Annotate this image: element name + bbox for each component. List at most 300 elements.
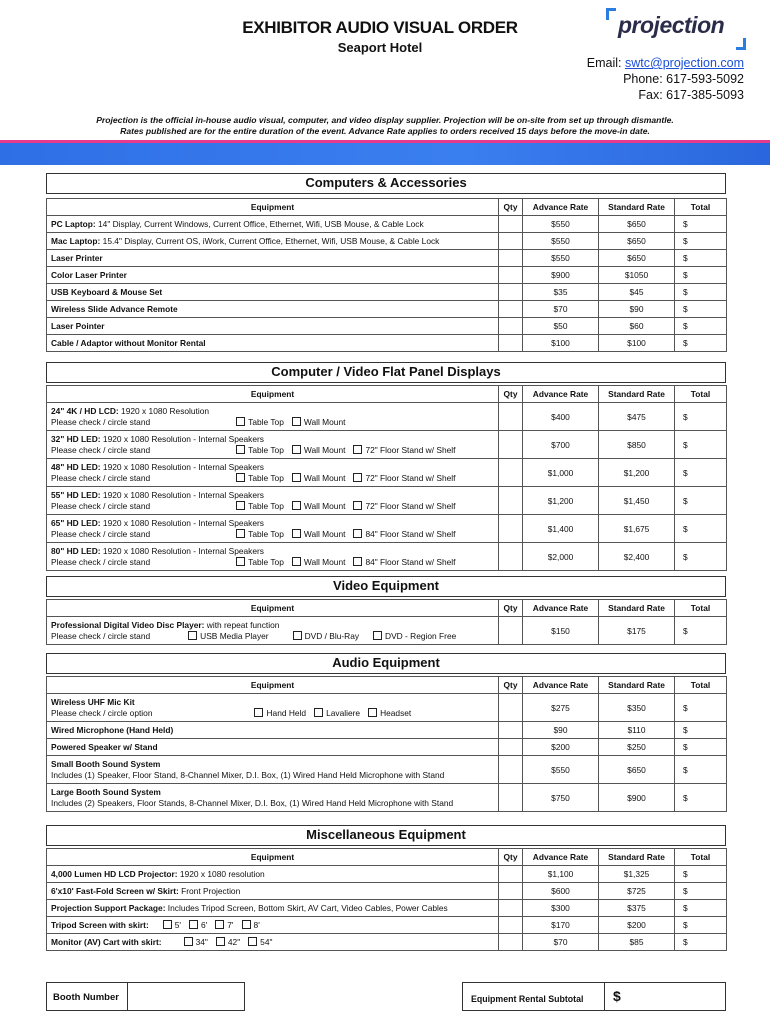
standard-rate: $375 <box>599 900 675 917</box>
equipment-cell <box>47 722 499 739</box>
standard-rate: $850 <box>599 431 675 459</box>
advance-rate: $150 <box>523 617 599 645</box>
equipment-cell <box>47 335 499 352</box>
qty-input[interactable] <box>499 917 523 934</box>
col-advance-rate: Advance Rate <box>523 600 599 617</box>
table-header-row <box>47 199 727 216</box>
col-total: Total <box>675 677 727 694</box>
page-title: EXHIBITOR AUDIO VISUAL ORDER <box>242 18 518 37</box>
option-label: DVD / Blu-Ray <box>304 630 360 641</box>
equipment-cell <box>47 694 499 722</box>
table-row <box>47 284 727 301</box>
checkbox-table-top[interactable] <box>236 529 245 538</box>
option-label: 54" <box>260 937 273 947</box>
equipment-cell <box>47 301 499 318</box>
checkbox-table-top[interactable] <box>236 501 245 510</box>
standard-rate: $1,325 <box>599 866 675 883</box>
total-cell[interactable]: $ <box>675 459 727 487</box>
total-cell[interactable]: $ <box>675 784 727 812</box>
item-desc: Includes Tripod Screen, Bottom Skirt, AV Cart, Video Cables, Power Cables <box>165 903 448 913</box>
option-label: 6' <box>201 920 208 930</box>
table-row <box>47 739 727 756</box>
check-note: Please check / circle stand <box>51 556 151 567</box>
table-row <box>47 301 727 318</box>
advance-rate: $750 <box>523 784 599 812</box>
checkbox-floor-stand[interactable] <box>353 473 362 482</box>
section-title-audio: Audio Equipment <box>46 653 726 674</box>
check-note: Please check / circle stand <box>51 630 151 641</box>
total-cell[interactable]: $ <box>675 900 727 917</box>
option-label: USB Media Player <box>200 630 269 641</box>
item-name: Professional Digital Video Disc Player: <box>51 619 205 630</box>
qty-input[interactable] <box>499 784 523 812</box>
table-row <box>47 250 727 267</box>
option-label: Lavaliere <box>326 707 361 718</box>
check-note: Please check / circle stand <box>51 444 151 455</box>
item-name: Monitor (AV) Cart with skirt: <box>51 937 162 947</box>
checkbox-table-top[interactable] <box>236 445 245 454</box>
option-label: Wall Mount <box>303 500 346 511</box>
standard-rate: $725 <box>599 883 675 900</box>
qty-input[interactable] <box>499 934 523 951</box>
standard-rate: $475 <box>599 403 675 431</box>
advance-rate: $1,200 <box>523 487 599 515</box>
equipment-cell <box>47 739 499 756</box>
item-name: Mac Laptop: <box>51 236 101 246</box>
option-label: 84" Floor Stand w/ Shelf <box>365 556 456 567</box>
logo-text: projection <box>618 12 725 38</box>
checkbox-dvd-region-free[interactable] <box>373 631 382 640</box>
item-name: 32" HD LED: <box>51 433 101 444</box>
item-name: 48" HD LED: <box>51 461 101 472</box>
standard-rate: $1,675 <box>599 515 675 543</box>
option-label: 72" Floor Stand w/ Shelf <box>365 472 456 483</box>
equipment-cell <box>47 756 499 784</box>
advance-rate: $200 <box>523 739 599 756</box>
advance-rate: $600 <box>523 883 599 900</box>
advance-rate: $50 <box>523 318 599 335</box>
equipment-cell <box>47 233 499 250</box>
equipment-cell <box>47 917 499 934</box>
equipment-cell <box>47 515 499 543</box>
col-advance-rate: Advance Rate <box>523 849 599 866</box>
item-name: Wireless Slide Advance Remote <box>51 304 178 314</box>
advance-rate: $550 <box>523 233 599 250</box>
table-row <box>47 318 727 335</box>
col-equipment: Equipment <box>47 849 499 866</box>
total-cell[interactable]: $ <box>675 403 727 431</box>
section-title-computers: Computers & Accessories <box>46 173 726 194</box>
table-row <box>47 403 727 431</box>
col-total: Total <box>675 600 727 617</box>
equipment-cell <box>47 284 499 301</box>
qty-input[interactable] <box>499 250 523 267</box>
option-label: Table Top <box>248 444 284 455</box>
equipment-cell <box>47 250 499 267</box>
option-label: Wall Mount <box>303 444 346 455</box>
advance-rate: $70 <box>523 301 599 318</box>
item-name: Laser Printer <box>51 253 103 263</box>
item-desc: Includes (2) Speakers, Floor Stands, 8-Channel Mixer, D.I. Box, (1) Wired Hand Held Microphone with Stand <box>51 797 454 808</box>
standard-rate: $650 <box>599 250 675 267</box>
standard-rate: $1050 <box>599 267 675 284</box>
checkbox-floor-stand[interactable] <box>353 529 362 538</box>
advance-rate: $35 <box>523 284 599 301</box>
option-label: Wall Mount <box>303 416 346 427</box>
advance-rate: $900 <box>523 267 599 284</box>
item-name: Tripod Screen with skirt: <box>51 920 149 930</box>
checkbox-wall-mount[interactable] <box>292 557 301 566</box>
option-label: 5' <box>174 920 181 930</box>
item-name: Large Booth Sound System <box>51 786 161 797</box>
qty-input[interactable] <box>499 617 523 645</box>
total-cell[interactable]: $ <box>675 267 727 284</box>
checkbox-tripod-7[interactable] <box>215 920 224 929</box>
intro-line: Projection is the official in-house audio visual, computer, and video display supplier. Projection will be on-site from set up through dismantle. <box>96 115 674 125</box>
projection-logo <box>606 8 746 50</box>
col-equipment: Equipment <box>47 199 499 216</box>
qty-input[interactable] <box>499 267 523 284</box>
advance-rate: $1,100 <box>523 866 599 883</box>
audio-table <box>46 676 727 812</box>
equipment-cell <box>47 403 499 431</box>
total-cell[interactable]: $ <box>675 883 727 900</box>
item-desc: 15.4" Display, Current OS, iWork, Current Office, Ethernet, Wifi, USB Mouse, & Cable Lock <box>100 236 440 246</box>
total-cell[interactable]: $ <box>675 617 727 645</box>
col-qty: Qty <box>499 849 523 866</box>
qty-input[interactable] <box>499 233 523 250</box>
standard-rate: $250 <box>599 739 675 756</box>
advance-rate: $90 <box>523 722 599 739</box>
equipment-cell <box>47 934 499 951</box>
table-row <box>47 267 727 284</box>
table-header-row <box>47 677 727 694</box>
video-table <box>46 599 727 645</box>
table-row <box>47 459 727 487</box>
checkbox-usb-media-player[interactable] <box>188 631 197 640</box>
advance-rate: $1,400 <box>523 515 599 543</box>
item-desc: 1920 x 1080 Resolution <box>118 405 210 416</box>
standard-rate: $110 <box>599 722 675 739</box>
item-name: Cable / Adaptor without Monitor Rental <box>51 338 206 348</box>
checkbox-lavaliere[interactable] <box>314 708 323 717</box>
header <box>0 0 770 140</box>
qty-input[interactable] <box>499 301 523 318</box>
section-title-displays: Computer / Video Flat Panel Displays <box>46 362 726 383</box>
table-row <box>47 694 727 722</box>
total-cell[interactable]: $ <box>675 756 727 784</box>
check-note: Please check / circle stand <box>51 500 151 511</box>
total-cell[interactable]: $ <box>675 487 727 515</box>
qty-input[interactable] <box>499 722 523 739</box>
standard-rate: $90 <box>599 301 675 318</box>
checkbox-tripod-6[interactable] <box>189 920 198 929</box>
item-name: PC Laptop: <box>51 219 96 229</box>
qty-input[interactable] <box>499 284 523 301</box>
qty-input[interactable] <box>499 900 523 917</box>
equipment-cell <box>47 459 499 487</box>
table-row <box>47 883 727 900</box>
booth-number-field[interactable] <box>127 982 245 1011</box>
total-cell[interactable]: $ <box>675 431 727 459</box>
qty-input[interactable] <box>499 459 523 487</box>
check-note: Please check / circle option <box>51 707 153 718</box>
item-name: Projection Support Package: <box>51 903 166 913</box>
item-desc: with repeat function <box>204 619 280 630</box>
standard-rate: $900 <box>599 784 675 812</box>
equipment-cell <box>47 431 499 459</box>
option-label: Table Top <box>248 528 284 539</box>
checkbox-wall-mount[interactable] <box>292 501 301 510</box>
total-cell[interactable]: $ <box>675 515 727 543</box>
item-name: 24" 4K / HD LCD: <box>51 405 119 416</box>
checkbox-wall-mount[interactable] <box>292 445 301 454</box>
table-header-row <box>47 600 727 617</box>
subtotal-label-box <box>462 982 605 1011</box>
item-name: Powered Speaker w/ Stand <box>51 742 158 752</box>
displays-table <box>46 385 727 571</box>
option-label: DVD - Region Free <box>385 630 457 641</box>
equipment-cell <box>47 617 499 645</box>
section-title-misc: Miscellaneous Equipment <box>46 825 726 846</box>
col-advance-rate: Advance Rate <box>523 386 599 403</box>
table-row <box>47 487 727 515</box>
item-name: Color Laser Printer <box>51 270 127 280</box>
item-name: Laser Pointer <box>51 321 105 331</box>
item-desc: 1920 x 1080 Resolution - Internal Speakers <box>100 489 264 500</box>
col-qty: Qty <box>499 199 523 216</box>
item-desc: 1920 x 1080 Resolution - Internal Speakers <box>100 433 264 444</box>
item-name: 4,000 Lumen HD LCD Projector: <box>51 869 178 879</box>
qty-input[interactable] <box>499 403 523 431</box>
total-cell[interactable]: $ <box>675 934 727 951</box>
checkbox-floor-stand[interactable] <box>353 445 362 454</box>
total-cell[interactable]: $ <box>675 216 727 233</box>
col-total: Total <box>675 199 727 216</box>
col-total: Total <box>675 386 727 403</box>
option-label: 72" Floor Stand w/ Shelf <box>365 500 456 511</box>
item-desc: 1920 x 1080 Resolution - Internal Speakers <box>100 545 264 556</box>
total-cell[interactable]: $ <box>675 866 727 883</box>
col-qty: Qty <box>499 386 523 403</box>
standard-rate: $85 <box>599 934 675 951</box>
fax-number: Fax: 617-385-5093 <box>638 88 744 102</box>
col-standard-rate: Standard Rate <box>599 600 675 617</box>
equipment-cell <box>47 883 499 900</box>
total-cell[interactable]: $ <box>675 301 727 318</box>
col-qty: Qty <box>499 677 523 694</box>
table-row <box>47 515 727 543</box>
option-label: Wall Mount <box>303 472 346 483</box>
item-name: Small Booth Sound System <box>51 758 161 769</box>
standard-rate: $650 <box>599 756 675 784</box>
qty-input[interactable] <box>499 515 523 543</box>
table-row <box>47 216 727 233</box>
advance-rate: $170 <box>523 917 599 934</box>
computers-table <box>46 198 727 352</box>
standard-rate: $1,450 <box>599 487 675 515</box>
booth-number-label: Booth Number <box>53 992 119 1003</box>
table-row <box>47 917 727 934</box>
option-label: 34" <box>195 937 208 947</box>
item-name: 80" HD LED: <box>51 545 101 556</box>
header-band <box>0 143 770 165</box>
col-standard-rate: Standard Rate <box>599 386 675 403</box>
item-name: 65" HD LED: <box>51 517 101 528</box>
table-row <box>47 784 727 812</box>
standard-rate: $1,200 <box>599 459 675 487</box>
table-row <box>47 335 727 352</box>
col-equipment: Equipment <box>47 677 499 694</box>
qty-input[interactable] <box>499 543 523 571</box>
table-row <box>47 900 727 917</box>
col-advance-rate: Advance Rate <box>523 199 599 216</box>
subtotal-currency: $ <box>613 988 621 1004</box>
option-label: Table Top <box>248 416 284 427</box>
option-label: 72" Floor Stand w/ Shelf <box>365 444 456 455</box>
advance-rate: $100 <box>523 335 599 352</box>
table-row <box>47 866 727 883</box>
booth-number-label-box <box>46 982 128 1011</box>
email-label: Email: <box>586 56 622 70</box>
checkbox-table-top[interactable] <box>236 417 245 426</box>
table-row <box>47 722 727 739</box>
standard-rate: $200 <box>599 917 675 934</box>
check-note: Please check / circle stand <box>51 472 151 483</box>
qty-input[interactable] <box>499 216 523 233</box>
checkbox-wall-mount[interactable] <box>292 417 301 426</box>
table-row <box>47 756 727 784</box>
table-header-row <box>47 386 727 403</box>
qty-input[interactable] <box>499 694 523 722</box>
advance-rate: $550 <box>523 250 599 267</box>
item-desc: Front Projection <box>178 886 241 896</box>
intro-text <box>40 115 730 137</box>
checkbox-cart-42[interactable] <box>216 937 225 946</box>
checkbox-tripod-5[interactable] <box>163 920 172 929</box>
standard-rate: $100 <box>599 335 675 352</box>
checkbox-wall-mount[interactable] <box>292 473 301 482</box>
standard-rate: $2,400 <box>599 543 675 571</box>
qty-input[interactable] <box>499 866 523 883</box>
equipment-cell <box>47 543 499 571</box>
contact-info <box>587 55 744 103</box>
col-advance-rate: Advance Rate <box>523 677 599 694</box>
option-label: Table Top <box>248 556 284 567</box>
standard-rate: $650 <box>599 233 675 250</box>
col-total: Total <box>675 849 727 866</box>
logo-bracket-icon <box>736 38 746 50</box>
total-cell[interactable]: $ <box>675 250 727 267</box>
checkbox-cart-54[interactable] <box>248 937 257 946</box>
check-note: Please check / circle stand <box>51 416 151 427</box>
total-cell[interactable]: $ <box>675 694 727 722</box>
checkbox-floor-stand[interactable] <box>353 557 362 566</box>
checkbox-wall-mount[interactable] <box>292 529 301 538</box>
check-note: Please check / circle stand <box>51 528 151 539</box>
item-name: Wireless UHF Mic Kit <box>51 696 135 707</box>
checkbox-cart-34[interactable] <box>184 937 193 946</box>
qty-input[interactable] <box>499 739 523 756</box>
col-qty: Qty <box>499 600 523 617</box>
checkbox-dvd-bluray[interactable] <box>293 631 302 640</box>
equipment-cell <box>47 267 499 284</box>
qty-input[interactable] <box>499 335 523 352</box>
item-desc: 1920 x 1080 Resolution - Internal Speakers <box>100 517 264 528</box>
qty-input[interactable] <box>499 431 523 459</box>
item-desc: Includes (1) Speaker, Floor Stand, 8-Channel Mixer, D.I. Box, (1) Wired Hand Held Microphone with Stand <box>51 769 445 780</box>
equipment-cell <box>47 784 499 812</box>
total-cell[interactable]: $ <box>675 318 727 335</box>
checkbox-headset[interactable] <box>368 708 377 717</box>
option-label: Wall Mount <box>303 528 346 539</box>
option-label: 42" <box>227 937 241 947</box>
option-label: Table Top <box>248 500 284 511</box>
total-cell[interactable]: $ <box>675 543 727 571</box>
table-header-row <box>47 849 727 866</box>
total-cell[interactable]: $ <box>675 739 727 756</box>
item-desc: 1920 x 1080 resolution <box>177 869 265 879</box>
standard-rate: $45 <box>599 284 675 301</box>
item-name: 55" HD LED: <box>51 489 101 500</box>
table-row <box>47 543 727 571</box>
subtotal-label: Equipment Rental Subtotal <box>471 994 584 1004</box>
logo-bracket-icon <box>606 8 616 20</box>
misc-table <box>46 848 727 951</box>
advance-rate: $70 <box>523 934 599 951</box>
qty-input[interactable] <box>499 318 523 335</box>
checkbox-hand-held[interactable] <box>254 708 263 717</box>
item-desc: 14" Display, Current Windows, Current Office, Ethernet, Wifi, USB Mouse, & Cable Lock <box>95 219 424 229</box>
section-title-video: Video Equipment <box>46 576 726 597</box>
advance-rate: $550 <box>523 216 599 233</box>
total-cell[interactable]: $ <box>675 722 727 739</box>
qty-input[interactable] <box>499 487 523 515</box>
option-label: Wall Mount <box>303 556 346 567</box>
option-label: 8' <box>253 920 260 930</box>
total-cell[interactable]: $ <box>675 917 727 934</box>
total-cell[interactable]: $ <box>675 284 727 301</box>
advance-rate: $300 <box>523 900 599 917</box>
item-desc: 1920 x 1080 Resolution - Internal Speakers <box>100 461 264 472</box>
equipment-cell <box>47 866 499 883</box>
table-row <box>47 934 727 951</box>
total-cell[interactable]: $ <box>675 233 727 250</box>
advance-rate: $2,000 <box>523 543 599 571</box>
equipment-cell <box>47 900 499 917</box>
subtotal-field[interactable] <box>604 982 726 1011</box>
option-label: 84" Floor Stand w/ Shelf <box>365 528 456 539</box>
equipment-cell <box>47 216 499 233</box>
standard-rate: $650 <box>599 216 675 233</box>
page-subtitle: Seaport Hotel <box>337 40 423 55</box>
total-cell[interactable]: $ <box>675 335 727 352</box>
standard-rate: $60 <box>599 318 675 335</box>
col-standard-rate: Standard Rate <box>599 199 675 216</box>
standard-rate: $175 <box>599 617 675 645</box>
checkbox-floor-stand[interactable] <box>353 501 362 510</box>
option-label: Table Top <box>248 472 284 483</box>
qty-input[interactable] <box>499 883 523 900</box>
phone-number: Phone: 617-593-5092 <box>623 72 744 86</box>
standard-rate: $350 <box>599 694 675 722</box>
checkbox-table-top[interactable] <box>236 557 245 566</box>
item-name: Wired Microphone (Hand Held) <box>51 725 174 735</box>
qty-input[interactable] <box>499 756 523 784</box>
checkbox-table-top[interactable] <box>236 473 245 482</box>
checkbox-tripod-8[interactable] <box>242 920 251 929</box>
email-link[interactable]: swtc@projection.com <box>625 56 744 70</box>
